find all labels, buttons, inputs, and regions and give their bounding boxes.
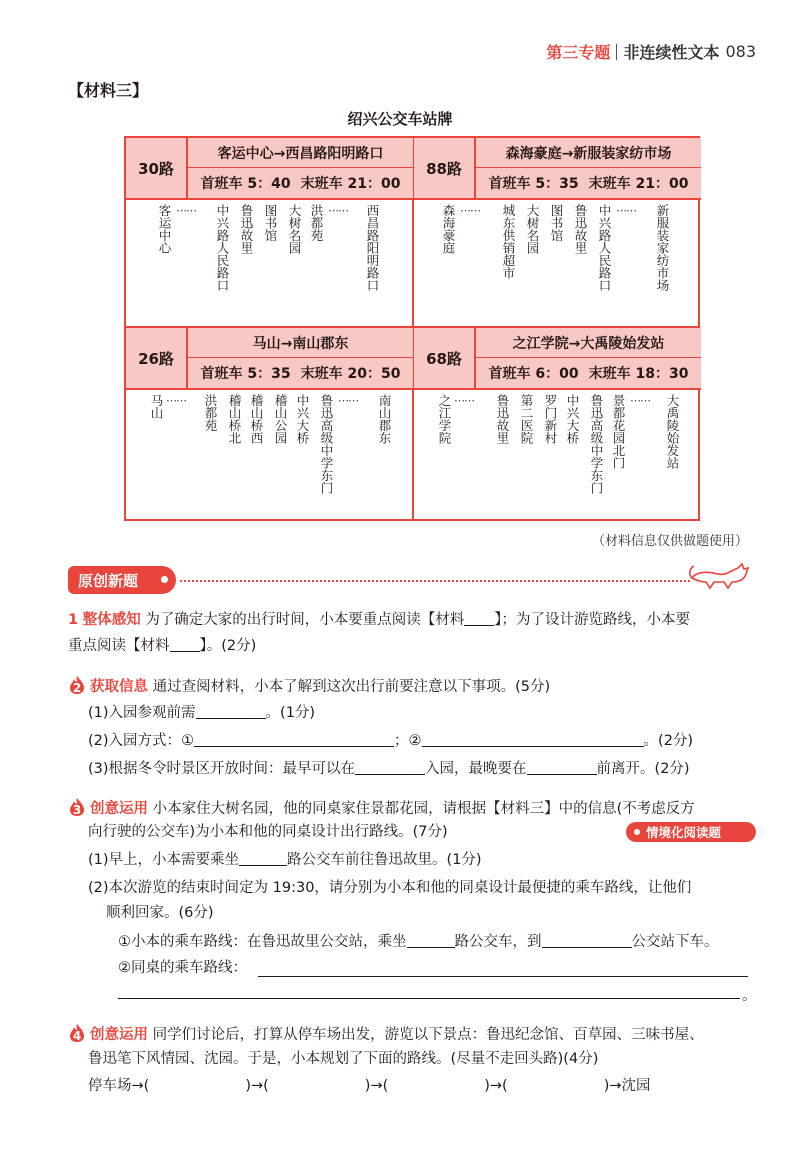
sub-text: 公交站下车。 — [631, 934, 719, 950]
dots: ⋯⋯ — [454, 394, 474, 407]
dots: ⋯⋯ — [338, 394, 358, 407]
answer-blank[interactable] — [527, 759, 597, 775]
sticker-text: 情境化阅读题 — [646, 825, 722, 840]
question-text: 】。(2分) — [199, 638, 257, 654]
question-number: 1 — [68, 612, 79, 628]
question-1-line-2 — [68, 636, 256, 656]
running-cat-icon — [688, 560, 752, 592]
route-header — [126, 138, 413, 200]
route-number: 88路 — [414, 138, 476, 198]
context-reading-sticker — [626, 822, 756, 842]
stop: 之江学院 — [437, 394, 452, 444]
question-3-route-1 — [118, 932, 719, 952]
first-bus: 首班车 5：35 — [488, 176, 579, 192]
stop: 洪都苑 — [203, 394, 218, 432]
stop: 稽山桥西 — [249, 394, 264, 444]
stop: 客运中心 — [157, 204, 172, 254]
stop: 鲁迅故里 — [239, 204, 254, 254]
question-number: 3 — [72, 803, 82, 817]
stop: 大树名园 — [287, 204, 302, 254]
dots: ⋯⋯ — [460, 204, 480, 217]
stop: 西昌路阳明路口 — [365, 204, 380, 292]
first-bus: 首班车 5：40 — [200, 176, 291, 192]
stop: 鲁迅高级中学东门 — [589, 394, 604, 494]
route-plan — [88, 1076, 651, 1096]
last-bus: 末班车 18：30 — [588, 366, 689, 382]
stop: 森海豪庭 — [441, 204, 456, 254]
banner-dot — [161, 576, 168, 583]
route-arrow: )→( — [364, 1078, 389, 1094]
dots: ⋯⋯ — [166, 394, 186, 407]
question-4 — [68, 1023, 704, 1045]
bus-stop-board — [124, 136, 700, 521]
question-3-route-2 — [118, 958, 247, 978]
stop: 图书馆 — [263, 204, 278, 242]
stop: 景都花园北门 — [611, 394, 626, 469]
question-tag: 获取信息 — [90, 679, 148, 695]
answer-line[interactable] — [118, 998, 740, 999]
stop: 鲁迅故里 — [495, 394, 510, 444]
question-3-sub-1 — [88, 850, 482, 870]
question-text: 通过查阅材料，小本了解到这次出行前要注意以下事项。(5分) — [152, 679, 551, 695]
question-1 — [68, 610, 690, 630]
answer-line[interactable] — [258, 976, 748, 977]
question-2-sub-1 — [88, 703, 315, 723]
route-panel-26 — [126, 328, 413, 518]
sub-text: 入园，最晚要在 — [425, 761, 527, 777]
question-text: 小本家住大树名园，他的同桌家住景都花园，请根据【材料三】中的信息(不考虑反方 — [152, 801, 695, 817]
sticker-dot — [634, 829, 640, 835]
page-header — [546, 40, 756, 63]
dots: ⋯⋯ — [616, 204, 636, 217]
sub-text: ；② — [394, 733, 422, 749]
question-text: 重点阅读【材料 — [68, 638, 170, 654]
route-number: 30路 — [126, 138, 188, 198]
sub-text: (1)早上，小本需要乘坐 — [88, 852, 240, 868]
section-label: 第三专题 — [546, 43, 611, 62]
period: 。 — [742, 988, 757, 1004]
route-panel-88 — [414, 138, 701, 328]
route-header — [414, 138, 701, 200]
question-2-sub-2 — [88, 731, 693, 751]
route-times — [188, 358, 413, 388]
sub-text: ②同桌的乘车路线： — [118, 960, 247, 976]
stop: 大树名园 — [525, 204, 540, 254]
stop: 城东供销超市 — [501, 204, 516, 279]
question-number: 2 — [72, 681, 82, 695]
dots: ⋯⋯ — [328, 204, 348, 217]
question-tag: 创意运用 — [90, 1027, 148, 1043]
answer-blank[interactable] — [194, 731, 394, 747]
route-panel-68 — [414, 328, 701, 518]
route-header — [126, 328, 413, 390]
question-3-line-2: 向行驶的公交车)为小本和他的同桌设计出行路线。(7分) — [88, 824, 448, 840]
stop: 中兴大桥 — [295, 394, 310, 444]
route-arrow: )→( — [484, 1078, 508, 1094]
route-line: 客运中心→西昌路阳明路口 — [188, 138, 413, 168]
dots: ⋯⋯ — [176, 204, 196, 217]
route-end: )→沈园 — [603, 1078, 651, 1094]
topic-label: 非连续性文本 — [623, 43, 720, 62]
question-text: 为了确定大家的出行时间，小本要重点阅读【材料 — [145, 612, 465, 628]
route-header — [414, 328, 701, 390]
sub-text: ①小本的乘车路线：在鲁迅故里公交站，乘坐 — [118, 934, 407, 950]
question-3-sub-2: (2)本次游览的结束时间定为 19:30，请分别为小本和他的同桌设计最便捷的乘车路线，让他们 — [88, 880, 692, 896]
route-number: 68路 — [414, 328, 476, 388]
answer-blank[interactable] — [464, 610, 494, 626]
stop-list — [414, 204, 701, 326]
stop: 洪都苑 — [309, 204, 324, 242]
flame-badge-icon — [68, 675, 86, 695]
banner-dotted-line — [180, 580, 690, 582]
question-3-sub-2-line-2: 顺利回家。(6分) — [106, 905, 214, 921]
stop: 鲁迅高级中学东门 — [319, 394, 334, 494]
page-number: 083 — [725, 42, 756, 61]
question-2-sub-3 — [88, 759, 690, 779]
answer-blank[interactable] — [196, 703, 266, 719]
stop-list — [126, 204, 413, 326]
question-text: 同学们讨论后，打算从停车场出发，游览以下景点：鲁迅纪念馆、百草园、三味书屋、 — [152, 1027, 704, 1043]
stop: 大禹陵始发站 — [665, 394, 680, 469]
banner-text: 原创新题 — [78, 572, 139, 590]
answer-blank[interactable] — [542, 932, 632, 948]
question-number: 4 — [72, 1029, 82, 1043]
stop: 马山 — [149, 394, 164, 419]
route-start: 停车场→( — [88, 1078, 150, 1094]
answer-blank[interactable] — [239, 850, 287, 866]
question-text: 】；为了设计游览路线，小本要 — [494, 612, 691, 628]
answer-blank[interactable] — [422, 731, 644, 747]
last-bus: 末班车 20：50 — [300, 366, 401, 382]
header-divider — [616, 44, 617, 60]
stop: 第二医院 — [519, 394, 534, 444]
stop-list — [126, 394, 413, 516]
question-tag: 创意运用 — [90, 801, 148, 817]
question-3 — [68, 797, 695, 819]
stop-list — [414, 394, 701, 516]
route-line: 森海豪庭→新服装家纺市场 — [476, 138, 701, 168]
question-tag: 整体感知 — [82, 612, 141, 628]
question-2 — [68, 675, 550, 697]
stop: 罗门新村 — [543, 394, 558, 444]
answer-blank[interactable] — [170, 636, 200, 652]
first-bus: 首班车 5：35 — [200, 366, 291, 382]
material-note: （材料信息仅供做题使用） — [591, 534, 748, 549]
route-number: 26路 — [126, 328, 188, 388]
route-panel-30 — [126, 138, 413, 328]
stop: 南山郡东 — [377, 394, 392, 444]
section-banner — [68, 566, 176, 594]
sub-text: 。(2分) — [643, 733, 694, 749]
stop: 鲁迅故里 — [573, 204, 588, 254]
sub-text: (3)根据冬令时景区开放时间：最早可以在 — [88, 761, 356, 777]
material-heading: 【材料三】 — [68, 81, 149, 100]
answer-blank[interactable] — [407, 932, 455, 948]
first-bus: 首班车 6：00 — [488, 366, 579, 382]
sub-text: (2)入园方式：① — [88, 733, 195, 749]
stop: 新服装家纺市场 — [655, 204, 670, 292]
sub-text: 路公交车前往鲁迅故里。(1分) — [287, 852, 482, 868]
stop: 图书馆 — [549, 204, 564, 242]
sub-text: 路公交车，到 — [454, 934, 542, 950]
last-bus: 末班车 21：00 — [588, 176, 689, 192]
sub-text: 前离开。(2分) — [596, 761, 690, 777]
route-line: 之江学院→大禹陵始发站 — [476, 328, 701, 358]
stop: 稽山公园 — [273, 394, 288, 444]
stop: 稽山桥北 — [227, 394, 242, 444]
dots: ⋯⋯ — [630, 394, 650, 407]
flame-badge-icon — [68, 1023, 86, 1043]
route-times — [476, 358, 701, 388]
route-arrow: )→( — [245, 1078, 269, 1094]
question-4-line-2: 鲁迅笔下风情园、沈园。于是，小本规划了下面的路线。(尽量不走回头路)(4分) — [88, 1051, 599, 1067]
route-times — [188, 168, 413, 198]
stop: 中兴路人民路口 — [215, 204, 230, 292]
stop: 中兴路人民路口 — [597, 204, 612, 292]
answer-blank[interactable] — [355, 759, 425, 775]
route-times — [476, 168, 701, 198]
flame-badge-icon — [68, 797, 86, 817]
sub-text: (1)入园参观前需 — [88, 705, 196, 721]
last-bus: 末班车 21：00 — [300, 176, 401, 192]
route-line: 马山→南山郡东 — [188, 328, 413, 358]
sub-text: 。(1分) — [265, 705, 316, 721]
board-title: 绍兴公交车站牌 — [347, 110, 453, 128]
stop: 中兴大桥 — [565, 394, 580, 444]
